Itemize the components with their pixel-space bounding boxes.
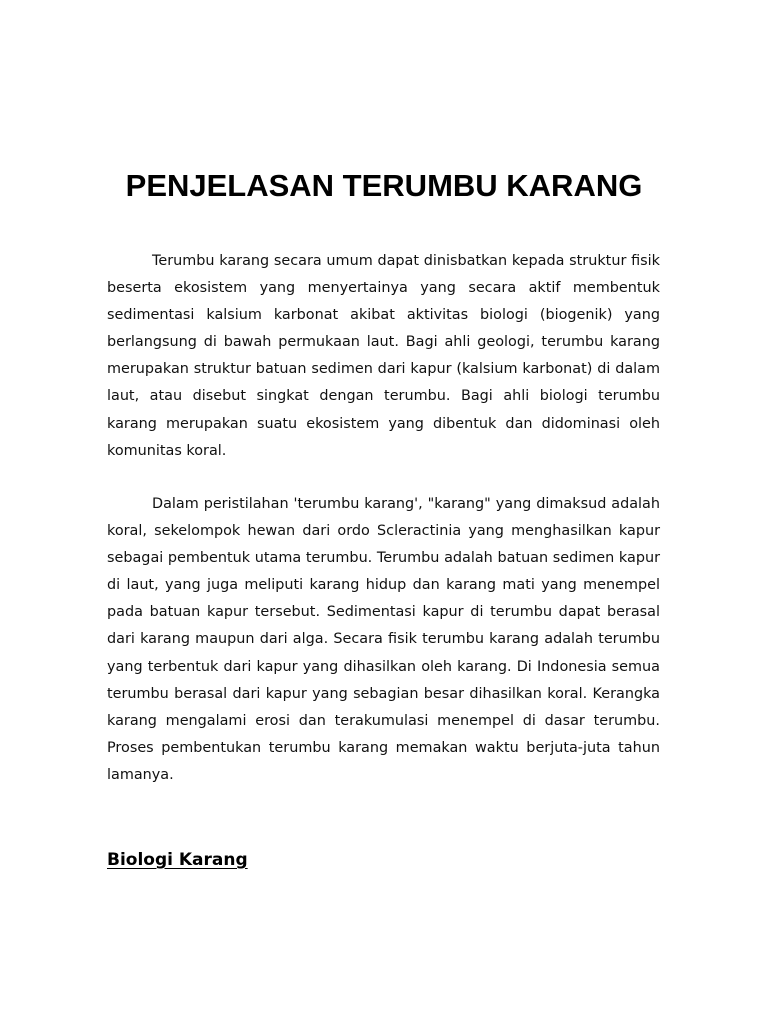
page-title: PENJELASAN TERUMBU KARANG (125, 168, 643, 203)
paragraph-1: Terumbu karang secara umum dapat dinisbatkan kepada struktur fisik beserta ekosistem yang menyertainya yang secara aktif membentuk sedimentasi kalsium karbonat akibat aktivitas biologi (biogenik) yang berlangsung di bawah permukaan laut. Bagi ahli geologi, terumbu karang merupakan struktur batuan sedimen dari kapur (kalsium karbonat) di dalam laut, atau disebut singkat dengan terumbu. Bagi ahli biologi terumbu karang merupakan suatu ekosistem yang dibentuk dan didominasi oleh komunitas koral. (107, 253, 660, 459)
section-heading: Biologi Karang (107, 850, 248, 870)
paragraph-2: Dalam peristilahan 'terumbu karang', "karang" yang dimaksud adalah koral, sekelompok hewan dari ordo Scleractinia yang menghasilkan kapur sebagai pembentuk utama terumbu. Terumbu adalah batuan sedimen kapur di laut, yang juga meliputi karang hidup dan karang mati yang menempel pada batuan kapur tersebut. Sedimentasi kapur di terumbu dapat berasal dari karang maupun dari alga. Secara fisik terumbu karang adalah terumbu yang terbentuk dari kapur yang dihasilkan oleh karang. Di Indonesia semua terumbu berasal dari kapur yang sebagian besar dihasilkan koral. Kerangka karang mengalami erosi dan terakumulasi menempel di dasar terumbu. Proses pembentukan terumbu karang memakan waktu berjuta-juta tahun lamanya. (107, 496, 660, 783)
